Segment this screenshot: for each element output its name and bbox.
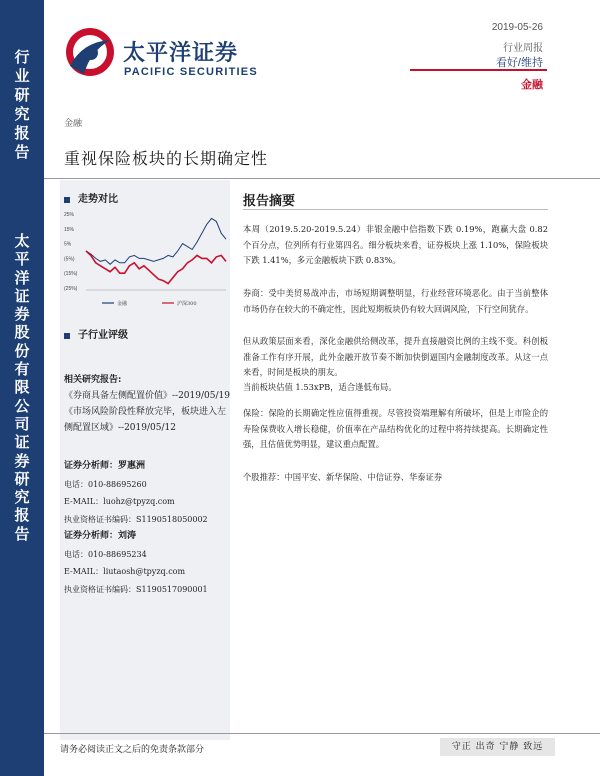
- sidebar-char: 行: [14, 48, 30, 66]
- title-divider: [44, 178, 600, 179]
- sub-industry-section-heading: [64, 326, 128, 341]
- y-tick-label: (25%): [64, 286, 78, 292]
- sidebar-char: 太: [14, 232, 30, 250]
- legend-label: 金融: [117, 301, 128, 307]
- footer-motto-stamp: 守正 出奇 宁静 致远: [440, 738, 555, 756]
- breadcrumb: 金融: [64, 119, 83, 129]
- related-reports-heading: 相关研究报告:: [64, 375, 122, 385]
- sidebar-char: 报: [14, 124, 30, 142]
- sidebar-char: 告: [14, 143, 30, 161]
- y-tick-label: (15%): [64, 271, 78, 278]
- report-date: 2019-05-26: [491, 22, 543, 33]
- sidebar-char: 究: [14, 488, 30, 507]
- sidebar-char: 报: [14, 506, 30, 525]
- sector-label: 金融: [521, 79, 543, 91]
- sidebar-company-name: [0, 232, 44, 543]
- footer-divider: [44, 733, 600, 734]
- sidebar-char: 研: [14, 86, 30, 104]
- summary-paragraph-stock-picks: 个股推荐：中国平安、新华保险、中信证券、华泰证券: [243, 472, 443, 482]
- sidebar-report-type: [0, 48, 44, 162]
- sidebar-char: 司: [14, 414, 30, 433]
- y-tick-label: (5%): [64, 256, 75, 263]
- sidebar-char: 究: [14, 105, 30, 123]
- analyst-phone: 电话：010-88695260: [64, 479, 147, 489]
- sidebar-char: 告: [14, 524, 30, 543]
- analyst-email[interactable]: E-MAIL：liutaosh@tpyzq.com: [64, 567, 186, 576]
- analyst-name: 证券分析师：罗惠洲: [64, 461, 146, 471]
- brand-name-en: PACIFIC SECURITIES: [124, 66, 258, 78]
- summary-paragraph-insurance: 保险：保险的长期确定性应值得重视。尽管投资端理解有所破坏，但是上市险企的寿险保费收入增长稳健，价值率在产品结构优化的过程中将持续提高。长期确定性强，且估值优势明显，建议重点配置。: [243, 408, 548, 449]
- summary-paragraph-policy: 但从政策层面来看，深化金融供给侧改革，提升直接融资比例的主线不变。科创板准备工作有序开展，此外金融开放节奏不断加快倒逼国内金融制度改革。从这一点来看，时间是板块的朋友。: [243, 336, 548, 377]
- sidebar-char: 证: [14, 286, 30, 305]
- sidebar-char: 证: [14, 433, 30, 452]
- sidebar-char: 公: [14, 396, 30, 415]
- y-tick-label: 25%: [64, 212, 75, 218]
- related-report-item[interactable]: 《市场风险阶段性释放完毕，板块进入左侧配置区域》--2019/05/12: [64, 407, 227, 433]
- footer-disclaimer: 请务必阅读正文之后的免责条款部分: [60, 745, 205, 755]
- series-line: [86, 218, 226, 264]
- sidebar-char: 股: [14, 323, 30, 342]
- y-tick-label: 15%: [64, 226, 75, 233]
- summary-paragraph-valuation: 当前板块估值 1.53xPB，适合逢低布局。: [243, 382, 397, 392]
- brand-name-cn: 太平洋证券: [123, 41, 239, 66]
- sidebar: [0, 0, 44, 776]
- sidebar-char: 平: [14, 250, 30, 269]
- trend-heading-text: 走势对比: [78, 194, 118, 205]
- sidebar-char: 券: [14, 305, 30, 324]
- page-title: 重视保险板块的长期确定性: [64, 149, 269, 168]
- header-divider: [410, 69, 547, 71]
- analyst-phone: 电话：010-88695234: [64, 549, 147, 559]
- analyst-license: 执业资格证书编码：S1190517090001: [64, 584, 208, 594]
- y-tick-label: 5%: [64, 241, 72, 248]
- series-line: [86, 251, 226, 284]
- industry-rating: 看好/维持: [495, 57, 543, 69]
- trend-section-heading: [64, 190, 118, 205]
- bullet-square-icon: [64, 197, 70, 203]
- sidebar-char: 有: [14, 360, 30, 379]
- sidebar-char: 业: [14, 67, 30, 85]
- summary-paragraph-brokers: 券商：受中美贸易战冲击，市场短期调整明显，行业经营环境恶化。由于当前整体市场仍存在较大的不确定性，因此短期板块仍有较大回调风险，下行空间犹存。: [243, 288, 548, 314]
- summary-divider: [243, 209, 548, 210]
- trend-chart: [62, 208, 230, 310]
- analyst-card: [64, 458, 230, 528]
- summary-paragraph-market: 本周（2019.5.20-2019.5.24）非银金融中信指数下跌 0.19%，跑赢大盘 0.82 个百分点，位列所有行业第四名。细分板块来看，证券板块上涨 1.10%，保险板块下跌 1.41%，多元金融板块下跌 0.83%。: [243, 224, 548, 265]
- analyst-license: 执业资格证书编码：S1190518050002: [64, 514, 208, 524]
- related-reports: [64, 372, 230, 436]
- summary-heading: 报告摘要: [243, 194, 296, 209]
- related-report-item[interactable]: 《券商具备左侧配置价值》--2019/05/19: [64, 391, 230, 401]
- bullet-square-icon: [64, 333, 70, 339]
- sidebar-char: 限: [14, 378, 30, 397]
- sub-industry-heading-text: 子行业评级: [78, 330, 128, 341]
- sidebar-char: 券: [14, 451, 30, 470]
- report-type: 行业周报: [503, 43, 543, 54]
- analyst-name: 证券分析师：刘涛: [64, 531, 137, 541]
- legend-label: 沪深300: [177, 301, 197, 307]
- sidebar-char: 研: [14, 469, 30, 488]
- analyst-email[interactable]: E-MAIL：luohz@tpyzq.com: [64, 497, 175, 506]
- analyst-card: [64, 528, 230, 598]
- sidebar-char: 洋: [14, 268, 30, 287]
- sidebar-char: 份: [14, 341, 30, 360]
